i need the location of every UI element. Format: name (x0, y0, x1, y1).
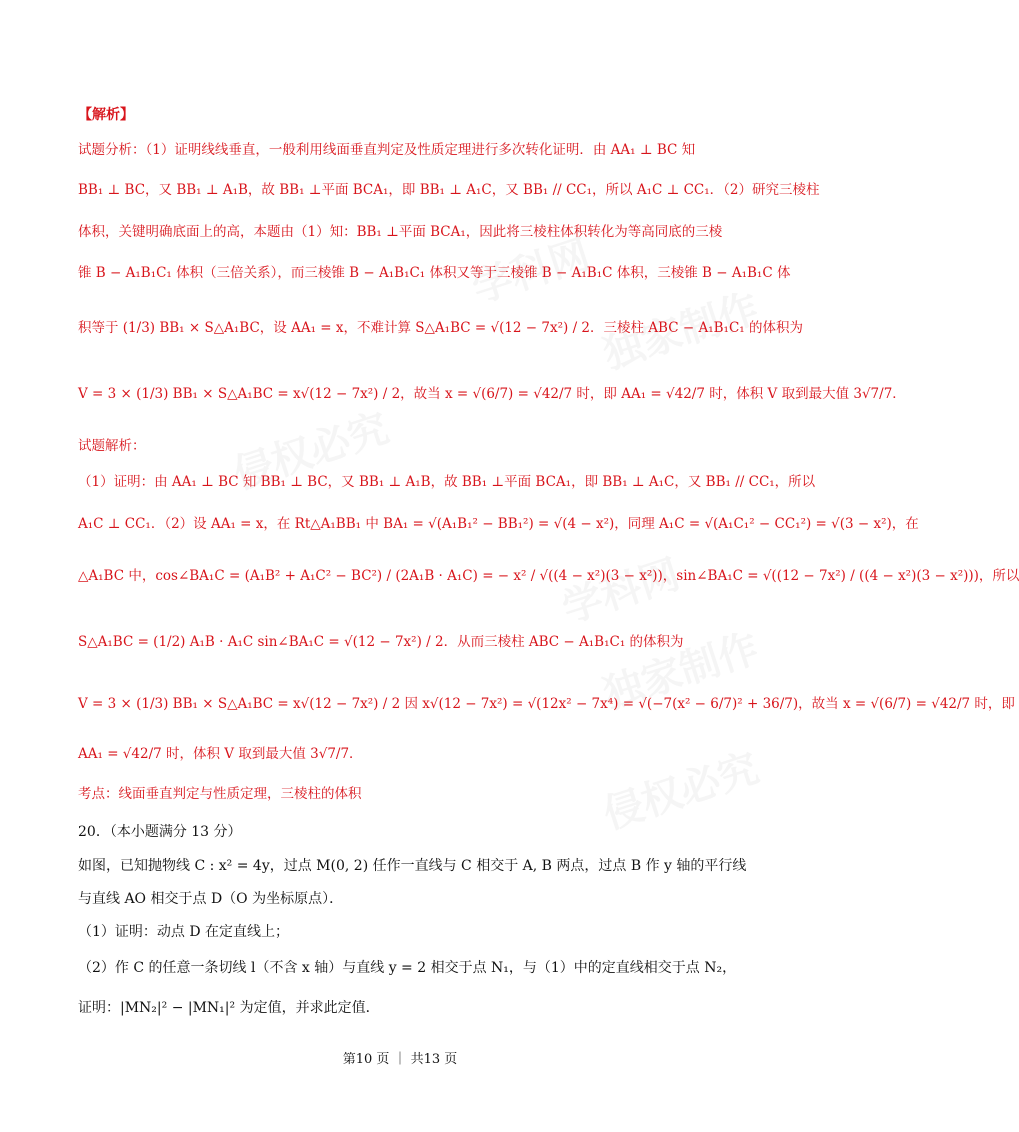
problem-line: 如图，已知抛物线 C : x² = 4y，过点 M(0, 2) 任作一直线与 C 相交于 A, B 两点，过点 B 作 y 轴的平行线 (78, 858, 747, 874)
analysis-line: 积等于 (1/3) BB₁ × S△A₁BC，设 AA₁ = x，不难计算 S△A₁BC = √(12 − 7x²) / 2．三棱柱 ABC − A₁B₁C₁ 的体积为 (78, 320, 803, 336)
watermark: 独家制作 (597, 285, 765, 379)
problem-title: 20．（本小题满分 13 分） (78, 824, 242, 840)
analysis-line: （1）证明：由 AA₁ ⊥ BC 知 BB₁ ⊥ BC，又 BB₁ ⊥ A₁B，故 BB₁ ⊥平面 BCA₁，即 BB₁ ⊥ A₁C，又 BB₁ // CC₁，所以 (78, 474, 816, 490)
analysis-line: A₁C ⊥ CC₁．（2）设 AA₁ = x，在 Rt△A₁BB₁ 中 BA₁ = √(A₁B₁² − BB₁²) = √(4 − x²)，同理 A₁C = √(A₁C₁² − CC₁²) = √(3 − x²)，在 (78, 516, 919, 532)
key-points: 考点：线面垂直判定与性质定理，三棱柱的体积 (78, 786, 362, 802)
analysis-line: 体积，关键明确底面上的高，本题由（1）知：BB₁ ⊥平面 BCA₁，因此将三棱柱体积转化为等高同底的三棱 (78, 224, 723, 240)
watermark: 学科网 (556, 551, 686, 633)
analysis-line: BB₁ ⊥ BC，又 BB₁ ⊥ A₁B，故 BB₁ ⊥平面 BCA₁，即 BB₁ ⊥ A₁C，又 BB₁ // CC₁，所以 A₁C ⊥ CC₁．（2）研究三棱柱 (78, 182, 820, 198)
watermark: 独家制作 (597, 625, 765, 719)
problem-line: 证明：|MN₂|² − |MN₁|² 为定值，并求此定值． (78, 1000, 380, 1016)
analysis-line: S△A₁BC = (1/2) A₁B · A₁C sin∠BA₁C = √(12 − 7x²) / 2．从而三棱柱 ABC − A₁B₁C₁ 的体积为 (78, 634, 684, 650)
analysis-line: 锥 B − A₁B₁C₁ 体积（三倍关系），而三棱锥 B − A₁B₁C₁ 体积又等于三棱锥 B − A₁B₁C 体积，三棱锥 B − A₁B₁C 体 (78, 265, 791, 281)
analysis-line: 试题分析：（1）证明线线垂直，一般利用线面垂直判定及性质定理进行多次转化证明．由 AA₁ ⊥ BC 知 (78, 142, 696, 158)
page-footer: 第10 页 ｜ 共13 页 (342, 1052, 458, 1067)
watermark: 学科网 (466, 231, 596, 313)
watermark: 侵权必究 (227, 405, 395, 499)
problem-line: （1）证明：动点 D 在定直线上； (78, 924, 290, 940)
analysis-line: △A₁BC 中，cos∠BA₁C = (A₁B² + A₁C² − BC²) / (2A₁B · A₁C) = − x² / √((4 − x²)(3 − x²))，sin∠BA₁C = √((12 − 7x²) / ((4 − x²)(3 − x²)))，所以 (78, 568, 1019, 584)
analysis-heading: 【解析】 (78, 107, 134, 123)
watermark: 侵权必究 (597, 745, 765, 839)
analysis-line: AA₁ = √42/7 时，体积 V 取到最大值 3√7/7． (78, 746, 363, 762)
analysis-line: V = 3 × (1/3) BB₁ × S△A₁BC = x√(12 − 7x²) / 2 因 x√(12 − 7x²) = √(12x² − 7x⁴) = √(−7(x² − 6/7)² + 36/7)，故当 x = √(6/7) = √42/7 时，即 (78, 696, 1015, 712)
problem-line: （2）作 C 的任意一条切线 l（不含 x 轴）与直线 y = 2 相交于点 N₁，与（1）中的定直线相交于点 N₂， (78, 960, 737, 976)
analysis-line: V = 3 × (1/3) BB₁ × S△A₁BC = x√(12 − 7x²) / 2，故当 x = √(6/7) = √42/7 时，即 AA₁ = √42/7 时，体积 V 取到最大值 3√7/7． (78, 386, 906, 402)
solution-heading: 试题解析： (78, 438, 146, 454)
problem-line: 与直线 AO 相交于点 D（O 为坐标原点）． (78, 891, 344, 907)
